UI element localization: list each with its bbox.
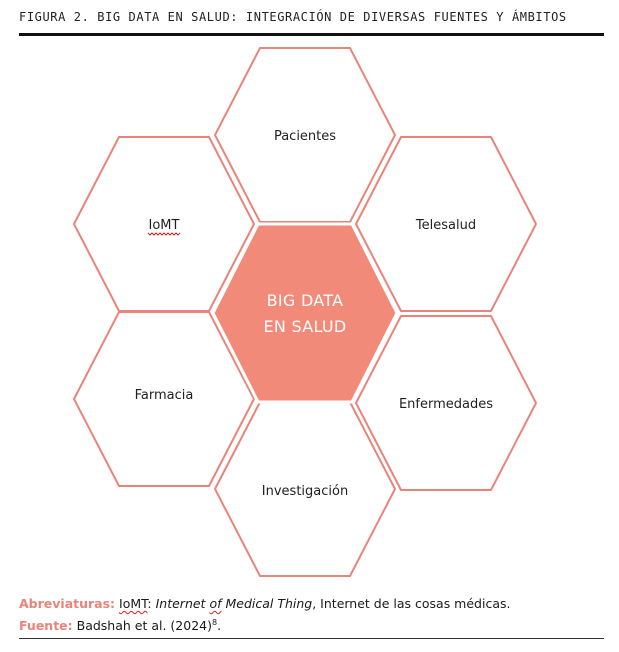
abbreviation-english-of: of <box>209 596 222 611</box>
hex-label-iomt: IoMT <box>148 218 180 233</box>
abbreviation-english-part1: Internet <box>155 596 210 611</box>
abbreviations-line <box>19 594 604 613</box>
footer-rule <box>19 638 604 639</box>
hex-label-pacientes: Pacientes <box>273 129 337 144</box>
source-reference: 8 <box>212 618 218 627</box>
hex-label-investigacion: Investigación <box>261 484 349 499</box>
abbreviation-spanish: , Internet de las cosas médicas. <box>312 596 511 611</box>
abbreviation-separator: : <box>147 596 156 611</box>
abbreviations-label: Abreviaturas: <box>19 596 116 611</box>
source-label: Fuente: <box>19 618 73 634</box>
hex-label-farmacia: Farmacia <box>134 388 194 403</box>
abbreviation-english-part2: Medical Thing <box>221 596 313 611</box>
hex-label-telesalud: Telesalud <box>415 218 477 233</box>
source-line <box>19 613 604 635</box>
hex-node-pacientes <box>215 48 395 222</box>
center-label-line2: EN SALUD <box>263 317 347 336</box>
source-text: Badshah et al. (2024) <box>72 618 212 634</box>
figure-footer <box>19 594 604 635</box>
figure-title: FIGURA 2. BIG DATA EN SALUD: INTEGRACIÓN DE DIVERSAS FUENTES Y ÁMBITOS <box>19 10 567 24</box>
center-label-line1: BIG DATA <box>266 291 344 310</box>
hex-label-enfermedades: Enfermedades <box>398 397 494 412</box>
source-end: . <box>217 618 222 634</box>
abbreviation-term: IoMT <box>119 596 148 611</box>
